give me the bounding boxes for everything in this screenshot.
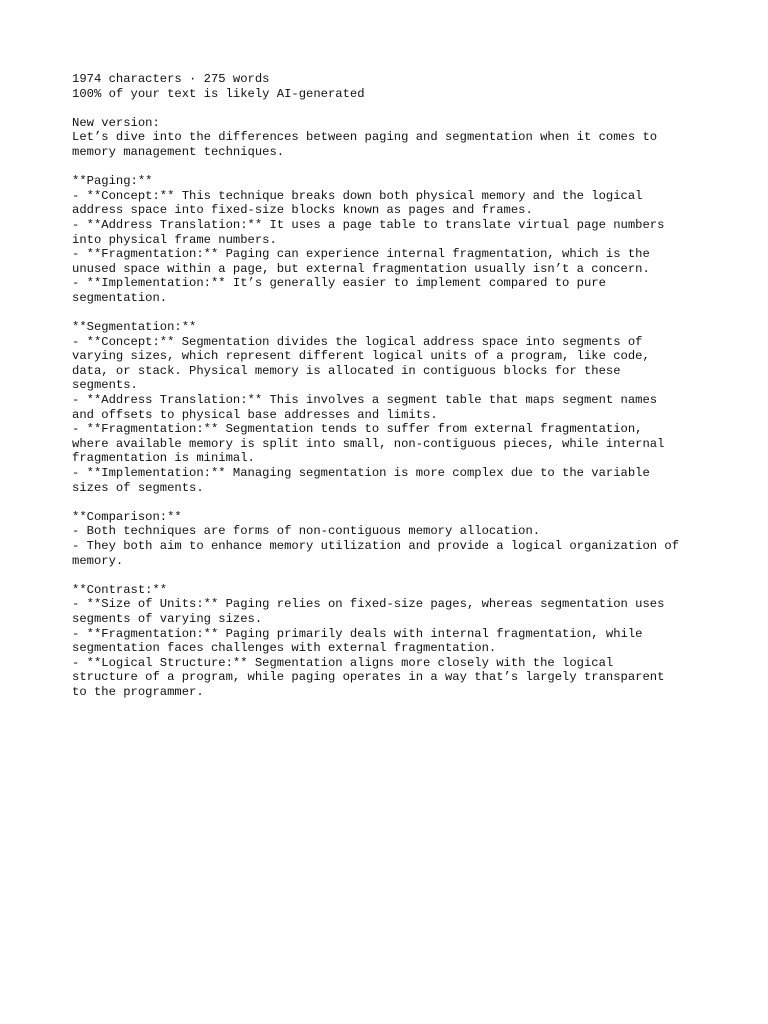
text-line: data, or stack. Physical memory is allocated in contiguous blocks for these [72, 363, 621, 378]
text-line: into physical frame numbers. [72, 232, 277, 247]
intro-line: memory management techniques. [72, 144, 285, 159]
text-line: where available memory is split into small, non-contiguous pieces, while internal [72, 436, 665, 451]
blank-line [72, 495, 712, 510]
text-line: - **Size of Units:** Paging relies on fixed-size pages, whereas segmentation uses [72, 597, 665, 612]
section-heading-contrast: **Contrast:** [72, 582, 168, 597]
intro-line: Let’s dive into the differences between paging and segmentation when it comes to [72, 130, 658, 145]
text-line: - **Concept:** This technique breaks down both physical memory and the logical [72, 188, 643, 203]
text-line: fragmentation is minimal. [72, 451, 255, 466]
text-line: to the programmer. [72, 684, 204, 699]
blank-line [72, 568, 712, 583]
text-line: sizes of segments. [72, 480, 204, 495]
section-heading-segmentation: **Segmentation:** [72, 320, 197, 335]
text-line: - **Concept:** Segmentation divides the logical address space into segments of [72, 334, 643, 349]
text-line: - Both techniques are forms of non-contiguous memory allocation. [72, 524, 541, 539]
stats-line: 1974 characters · 275 words [72, 72, 270, 86]
text-line: unused space within a page, but external fragmentation usually isn’t a concern. [72, 261, 650, 276]
text-line: - **Fragmentation:** Paging can experience internal fragmentation, which is the [72, 247, 650, 262]
text-line: - They both aim to enhance memory utilization and provide a logical organization of [72, 539, 680, 553]
text-line: - **Implementation:** It’s generally easier to implement compared to pure [72, 276, 606, 291]
blank-line [72, 160, 712, 175]
text-line: and offsets to physical base addresses and limits. [72, 407, 438, 422]
document-page [72, 72, 712, 700]
text-line: - **Logical Structure:** Segmentation aligns more closely with the logical [72, 655, 614, 670]
text-line: segments of varying sizes. [72, 611, 263, 626]
version-heading: New version: [72, 115, 160, 130]
text-line: - **Fragmentation:** Paging primarily deals with internal fragmentation, while [72, 626, 643, 641]
text-line: memory. [72, 553, 124, 568]
section-heading-paging: **Paging:** [72, 174, 153, 189]
text-line: - **Fragmentation:** Segmentation tends to suffer from external fragmentation, [72, 422, 643, 437]
ai-detection-line: 100% of your text is likely AI-generated [72, 86, 365, 101]
text-line: - **Address Translation:** It uses a page table to translate virtual page numbers [72, 217, 665, 232]
section-heading-comparison: **Comparison:** [72, 509, 182, 524]
text-line: segmentation faces challenges with external fragmentation. [72, 641, 497, 656]
text-line: varying sizes, which represent different logical units of a program, like code, [72, 349, 650, 364]
text-line: segments. [72, 378, 138, 393]
text-line: structure of a program, while paging operates in a way that’s largely transparent [72, 670, 665, 685]
text-line: - **Address Translation:** This involves a segment table that maps segment names [72, 393, 658, 408]
text-line: segmentation. [72, 290, 168, 305]
text-line: address space into fixed-size blocks known as pages and frames. [72, 203, 533, 218]
blank-line [72, 101, 712, 116]
blank-line [72, 306, 712, 321]
text-line: - **Implementation:** Managing segmentation is more complex due to the variable [72, 466, 650, 481]
